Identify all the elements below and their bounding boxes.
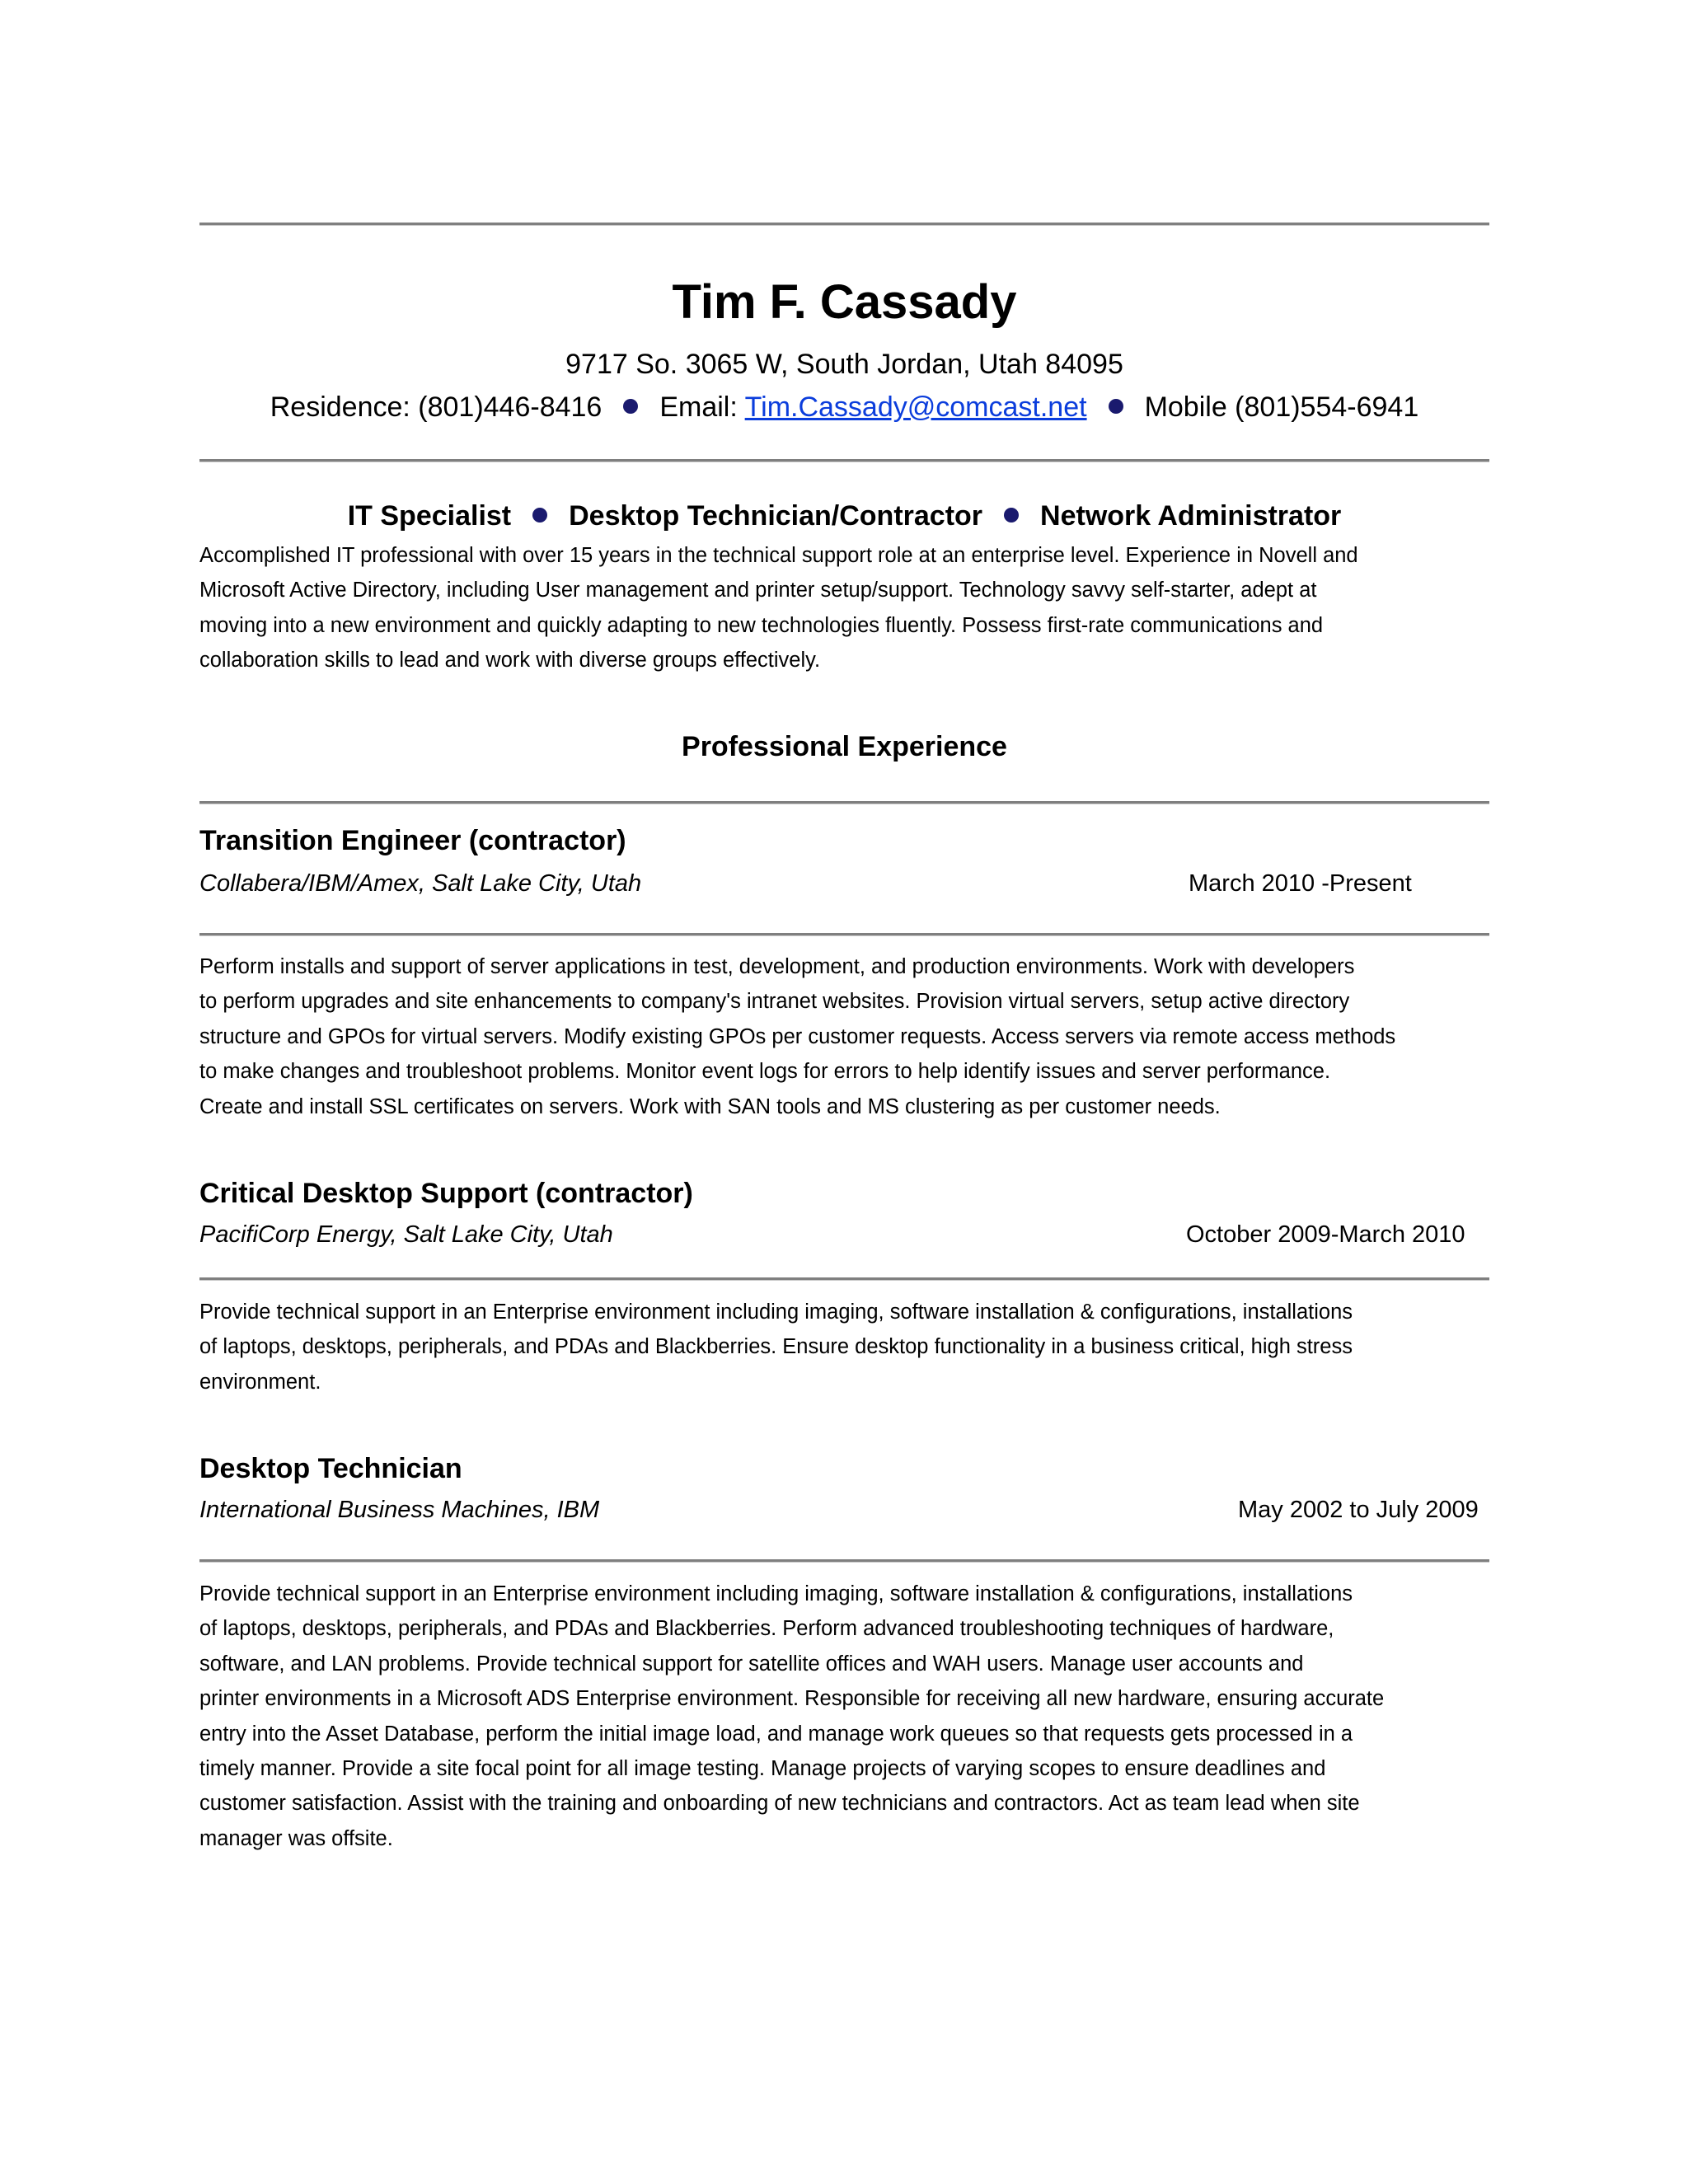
- title-it-specialist: IT Specialist: [347, 500, 512, 532]
- job-company: Collabera/IBM/Amex, Salt Lake City, Utah: [199, 870, 642, 897]
- job-description-line: Perform installs and support of server applications in test, development, and production environments. Work with developers: [199, 955, 1355, 978]
- summary-paragraph: [199, 538, 1489, 678]
- residence-phone: Residence: (801)446-8416: [270, 391, 603, 423]
- job-dates: March 2010 -Present: [1189, 870, 1412, 897]
- bullet-dot-icon: [1004, 508, 1019, 523]
- bullet-dot-icon: [532, 508, 547, 523]
- job-titles-line: [199, 498, 1489, 534]
- summary-line: collaboration skills to lead and work with diverse groups effectively.: [199, 649, 821, 673]
- job-description-line: to make changes and troubleshoot problems. Monitor event logs for errors to help identify issues and server performance.: [199, 1060, 1331, 1084]
- job-description-line: customer satisfaction. Assist with the training and onboarding of new technicians and contractors. Act as team lead when site: [199, 1792, 1360, 1816]
- header-top-divider: [199, 223, 1489, 226]
- job-description: [199, 949, 1489, 1124]
- address-line: 9717 So. 3065 W, South Jordan, Utah 84095: [565, 349, 1123, 380]
- job-description-line: environment.: [199, 1370, 321, 1394]
- job-title: Desktop Technician: [199, 1453, 462, 1484]
- job-description-line: to perform upgrades and site enhancements to company's intranet websites. Provision virtual servers, setup active directory: [199, 990, 1350, 1014]
- job-company: International Business Machines, IBM: [199, 1497, 600, 1523]
- mobile-phone: Mobile (801)554-6941: [1144, 391, 1419, 423]
- section-divider: [199, 801, 1489, 804]
- job-divider: [199, 1559, 1489, 1563]
- title-network-administrator: Network Administrator: [1040, 500, 1342, 532]
- bullet-dot-icon: [1109, 399, 1123, 414]
- job-description-line: entry into the Asset Database, perform the initial image load, and manage work queues so that requests gets processed in a: [199, 1722, 1353, 1746]
- job-description-line: Provide technical support in an Enterprise environment including imaging, software installation & configurations, installations: [199, 1301, 1353, 1324]
- job-description-line: printer environments in a Microsoft ADS Enterprise environment. Responsible for receiving all new hardware, ensuring accurate: [199, 1687, 1385, 1711]
- job-description-line: manager was offsite.: [199, 1826, 393, 1850]
- summary-line: Accomplished IT professional with over 15 years in the technical support role at an enterprise level. Experience in Novell and: [199, 544, 1358, 567]
- job-description-line: of laptops, desktops, peripherals, and PDAs and Blackberries. Ensure desktop functionality in a business critical, high stress: [199, 1335, 1353, 1359]
- job-description-line: Provide technical support in an Enterprise environment including imaging, software installation & configurations, installations: [199, 1582, 1353, 1605]
- job-description-line: timely manner. Provide a site focal point for all image testing. Manage projects of varying scopes to ensure deadlines and: [199, 1757, 1326, 1781]
- email-label: Email:: [659, 391, 745, 423]
- job-title: Critical Desktop Support (contractor): [199, 1178, 693, 1209]
- job-description: [199, 1295, 1489, 1399]
- email-link[interactable]: Tim.Cassady@comcast.net: [744, 391, 1087, 423]
- candidate-name: Tim F. Cassady: [672, 275, 1017, 329]
- job-description-line: Create and install SSL certificates on servers. Work with SAN tools and MS clustering as per customer needs.: [199, 1094, 1221, 1118]
- bullet-dot-icon: [623, 399, 638, 414]
- job-title: Transition Engineer (contractor): [199, 825, 626, 856]
- job-description-line: structure and GPOs for virtual servers. Modify existing GPOs per customer requests. Access servers via remote access methods: [199, 1024, 1396, 1048]
- summary-line: Microsoft Active Directory, including User management and printer setup/support. Technology savvy self-starter, adept at: [199, 579, 1317, 602]
- summary-line: moving into a new environment and quickly adapting to new technologies fluently. Possess first-rate communications and: [199, 613, 1324, 637]
- job-company: PacifiCorp Energy, Salt Lake City, Utah: [199, 1221, 613, 1248]
- job-divider: [199, 933, 1489, 936]
- job-description-line: software, and LAN problems. Provide technical support for satellite offices and WAH users. Manage user accounts and: [199, 1652, 1304, 1675]
- title-desktop-technician: Desktop Technician/Contractor: [569, 500, 983, 532]
- section-title-experience: Professional Experience: [682, 731, 1007, 762]
- job-dates: October 2009-March 2010: [1186, 1221, 1465, 1248]
- job-dates: May 2002 to July 2009: [1238, 1497, 1479, 1523]
- contact-line: [199, 389, 1489, 425]
- job-description-line: of laptops, desktops, peripherals, and PDAs and Blackberries. Perform advanced troubleshooting techniques of hardware,: [199, 1617, 1334, 1641]
- header-bottom-divider: [199, 459, 1489, 462]
- job-divider: [199, 1277, 1489, 1281]
- job-description: [199, 1577, 1489, 1856]
